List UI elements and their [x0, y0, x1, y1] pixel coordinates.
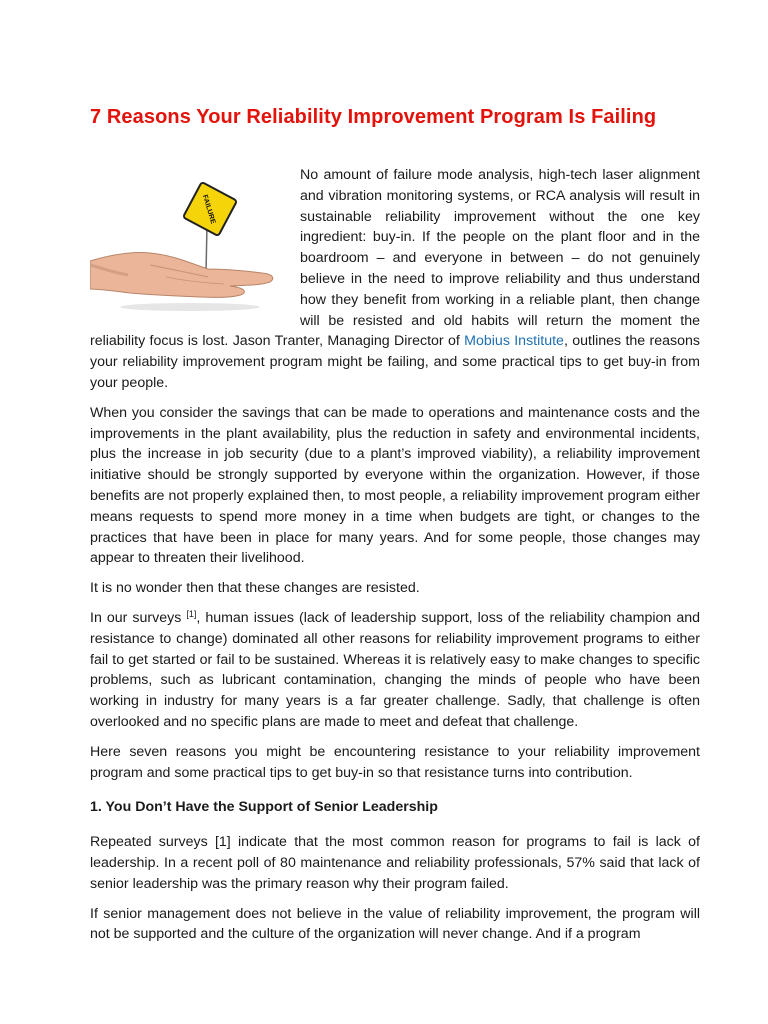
- figure-hand-failure-sign: [90, 165, 286, 317]
- section-1-paragraph-1: Repeated surveys [1] indicate that the most common reason for programs to fail is lack of leadership. In a recent poll of 80 maintenance and reliability professionals, 57% said that lack of senior leadership was the primary reason why their program failed.: [90, 834, 700, 892]
- mobius-institute-link[interactable]: Mobius Institute: [464, 333, 564, 350]
- reference-1[interactable]: [1]: [186, 608, 197, 619]
- surveys-text-continued: , human issues (lack of leadership support, loss of the reliability champion and resistance to change) dominated all other reasons for reliability improvement programs to either fail to get started or fail to be sustained. Whereas it is relatively easy to make changes to specific problems, such as lubricant contamination, changing the minds of people who have been working in industry for many years is a far greater challenge. Sadly, that challenge is often overlooked and no specific plans are made to meet and defeat that challenge.: [90, 609, 700, 730]
- hand-shadow: [120, 303, 260, 311]
- section-1-paragraph-2: If senior management does not believe in the value of reliability improvement, the program will not be supported and the culture of the organization will never change. And if a program: [90, 905, 700, 943]
- hand-icon: [90, 252, 273, 297]
- sign-pole: [206, 225, 207, 273]
- failure-sign: [183, 182, 237, 236]
- paragraph-no-wonder: It is no wonder then that these changes are resisted.: [90, 580, 420, 597]
- intro-text: No amount of failure mode analysis, high-tech laser alignment and vibration monitoring systems, or RCA analysis will result in sustainable reliability improvement without the one key ingredient: buy-in. If the people on the plant floor and in the boardroom – and everyone in between – do not genuinely believe in the need to improve reliability and thus understand how they benefit from working in a reliable plant, then change will be resisted and old habits will return the moment the reliability focus is lost. Jason Tranter, Managing Director of: [90, 167, 700, 350]
- sign-text: FAILURE: [200, 194, 217, 225]
- article-body: [90, 165, 700, 954]
- paragraph-seven-reasons: Here seven reasons you might be encountering resistance to your reliability improvement program and some practical tips to get buy-in so that resistance turns into contribution.: [90, 743, 700, 781]
- page-title: 7 Reasons Your Reliability Improvement Program Is Failing: [90, 106, 657, 128]
- hand-holding-failure-sign-icon: [90, 165, 286, 317]
- paragraph-savings: When you consider the savings that can be made to operations and maintenance costs and the improvements in the plant availability, plus the reduction in safety and environmental incidents, plus the increase in job security (due to a plant’s improved viability), a reliability improvement initiative should be strongly supported by everyone within the organization. However, if those benefits are not properly explained then, to most people, a reliability improvement program either means requests to spend more money in a time when budgets are tight, or changes to the practices that have been in place for many years. And for some people, those changes may appear to threaten their livelihood.: [90, 404, 700, 567]
- surveys-text: In our surveys: [90, 609, 187, 626]
- intro-text-continued: , outlines the reasons your reliability improvement program might be failing, and some practical tips to get buy-in from your people.: [90, 333, 700, 391]
- paragraph-surveys: [90, 608, 700, 733]
- section-1-heading: 1. You Don’t Have the Support of Senior Leadership: [90, 799, 438, 816]
